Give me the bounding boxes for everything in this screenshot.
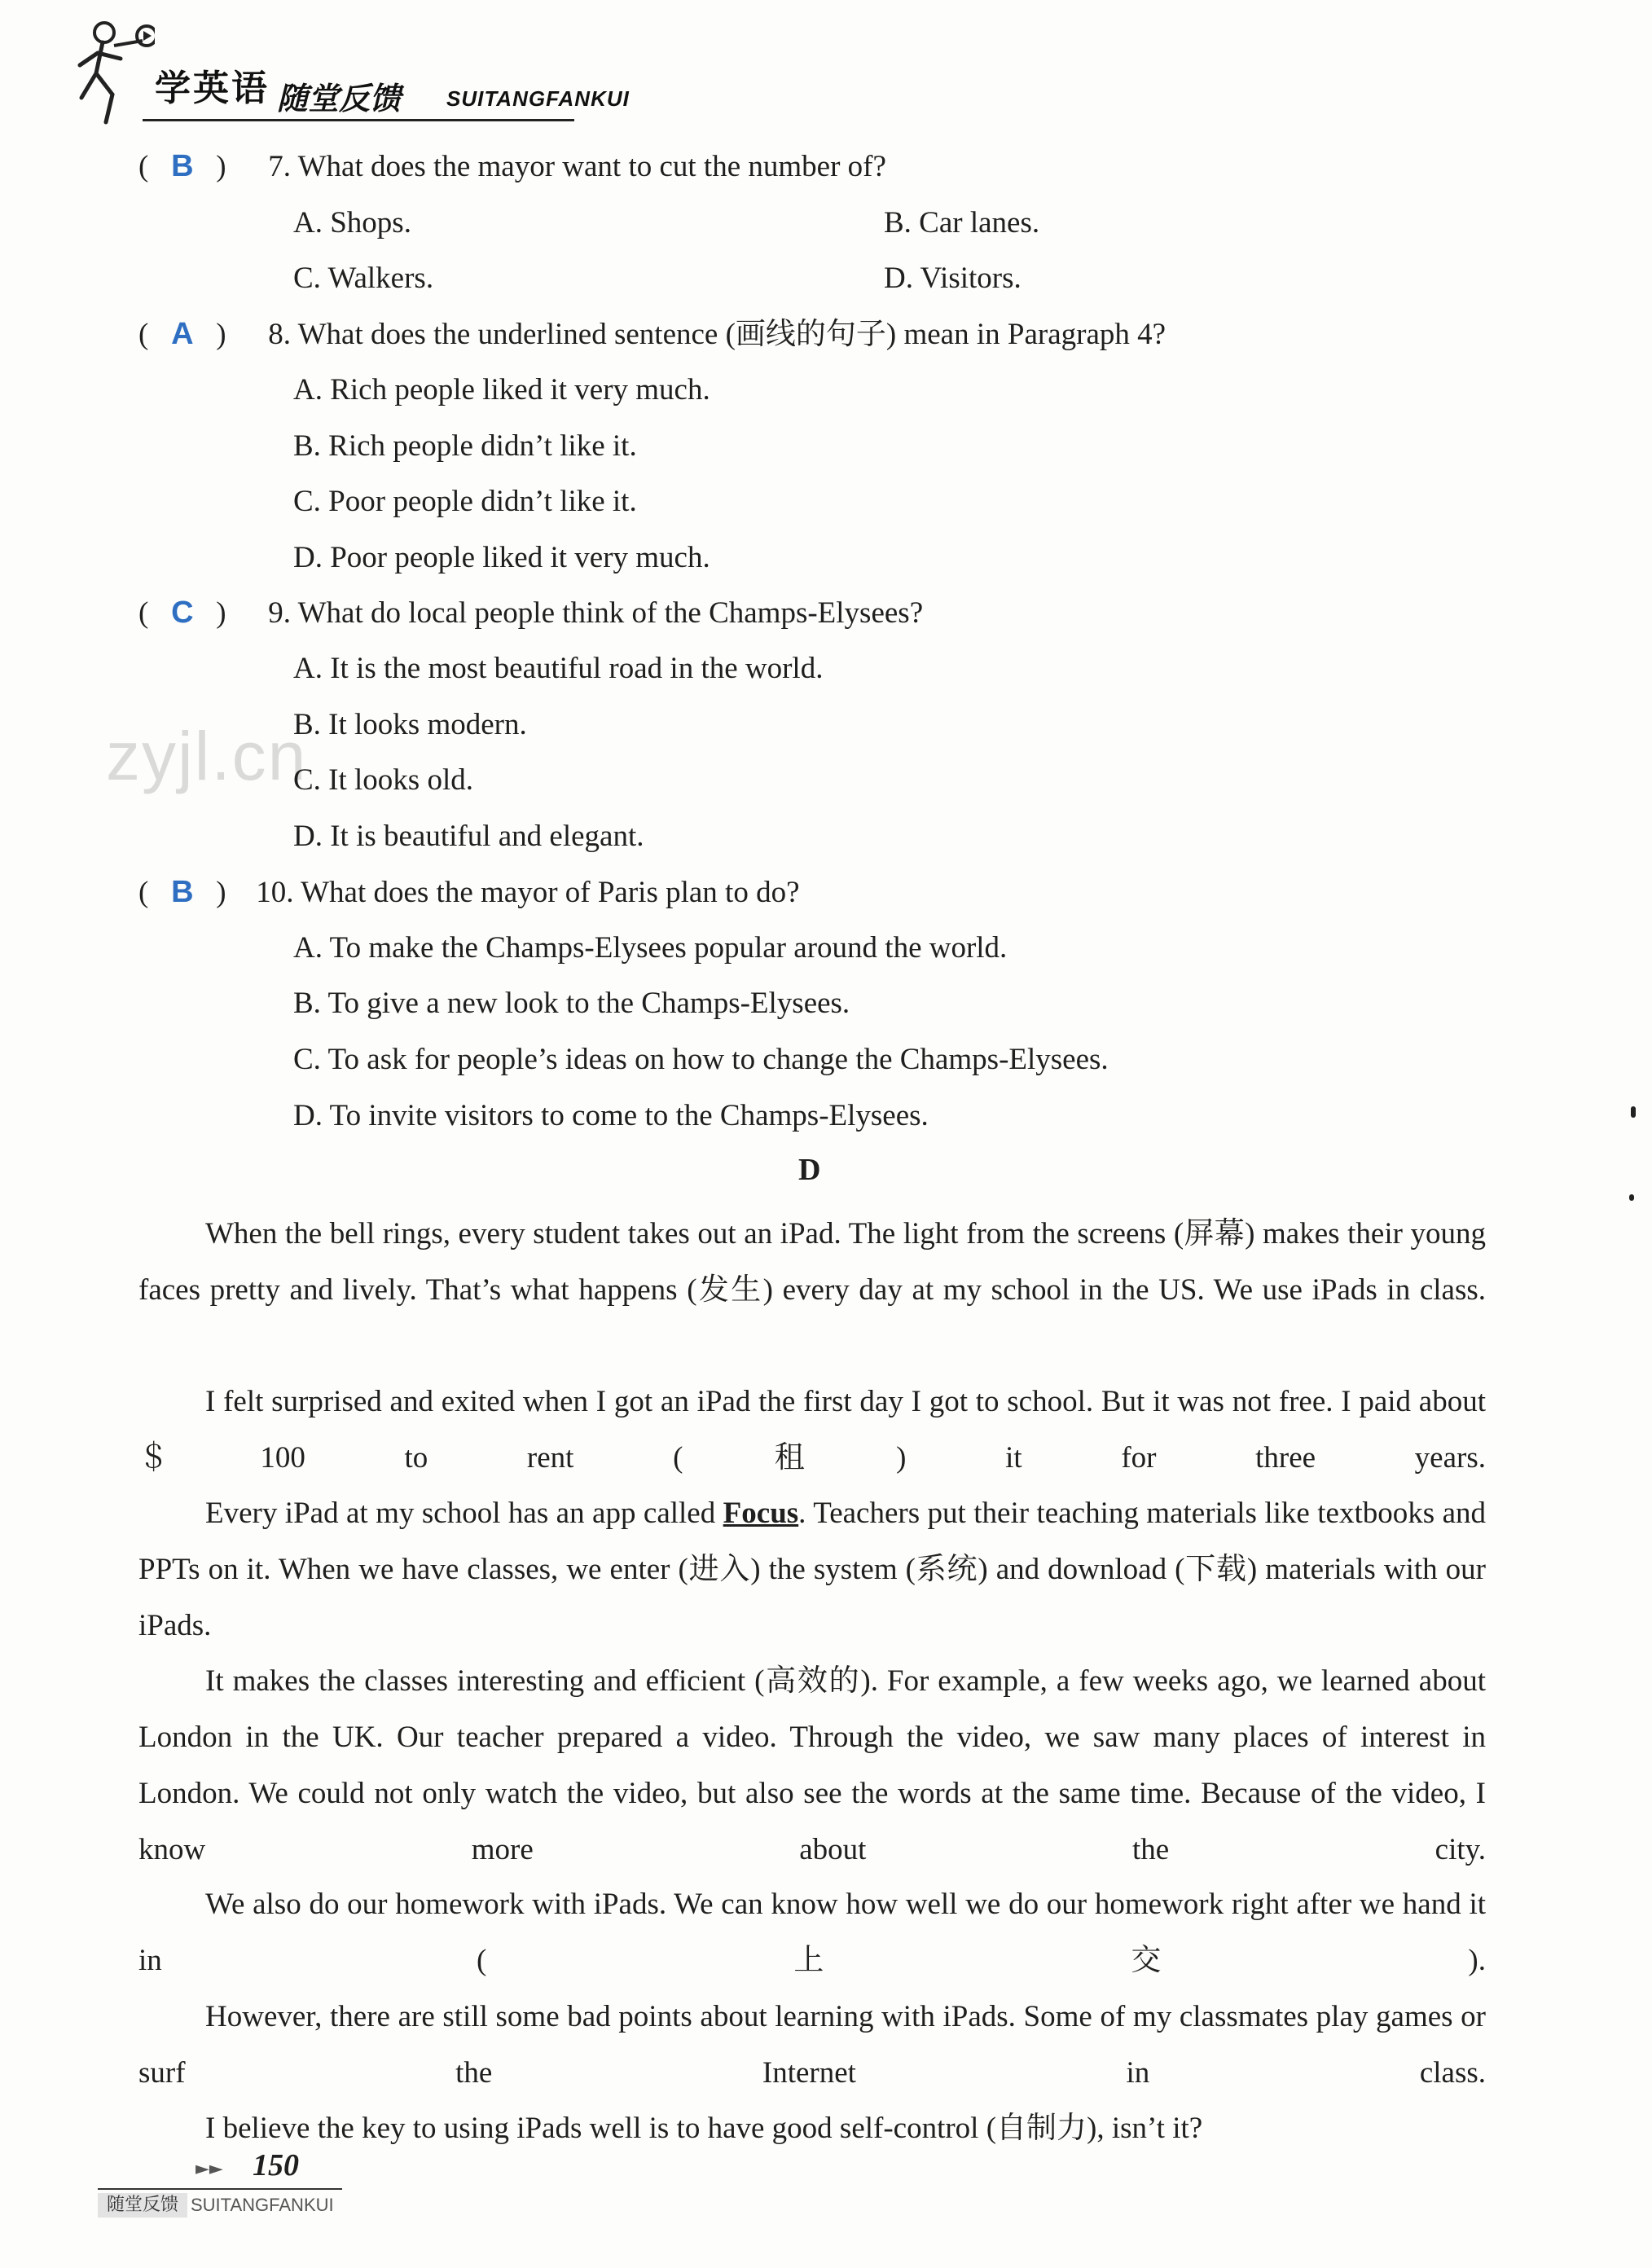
brand-title: 学英语 (155, 68, 270, 109)
option-c: C. Poor people didn’t like it. (293, 485, 637, 518)
option-b: B. Car lanes. (884, 206, 1040, 240)
option-c: C. Walkers. (293, 262, 434, 295)
option-a: A. Rich people liked it very much. (293, 373, 710, 407)
question-number: 9. (268, 596, 291, 630)
scan-mark (1629, 1194, 1634, 1201)
page-footer (98, 2147, 440, 2253)
option-d: D. To invite visitors to come to the Champs-Elysees. (293, 1099, 929, 1132)
question-8 (138, 314, 1166, 354)
passage-paragraph-7: I believe the key to using iPads well is to have good self-control (自制力), isn’t it? (205, 2112, 1203, 2145)
footer-label: 随堂反馈 (98, 2193, 187, 2217)
footer-divider (98, 2188, 342, 2190)
answer-letter: B (171, 875, 194, 909)
passage-paragraph-1: When the bell rings, every student takes out an iPad. The light from the screens (屏幕) makes their young faces pretty and lively. That’s what happens (发生) every day at my school in the US. We use iPads in class. (138, 1217, 1486, 1307)
answer-letter: C (171, 596, 194, 630)
answer-bracket: ( B ) (138, 149, 226, 183)
question-7 (138, 147, 886, 187)
passage-paragraph-3 (138, 1485, 1486, 1654)
watermark: zyjl.cn (106, 718, 308, 794)
passage-paragraph-5: We also do our homework with iPads. We can know how well we do our homework right after we hand it in (上交). (138, 1888, 1486, 1977)
option-b: B. To give a new look to the Champs-Elysees. (293, 987, 850, 1020)
question-text: What does the underlined sentence (画线的句子) mean in Paragraph 4? (297, 318, 1167, 351)
option-d: D. It is beautiful and elegant. (293, 820, 644, 853)
section-title: D (798, 1153, 821, 1187)
question-number: 7. (268, 150, 291, 183)
passage-paragraph-4: It makes the classes interesting and efficient (高效的). For example, a few weeks ago, we learned about London in the UK. Our teacher prepared a video. Through the video, we saw many places of interest in London. We could not only watch the video, but also see the words at the same time. Because of the video, I know more about the city. (138, 1664, 1486, 1866)
question-text: What does the mayor of Paris plan to do? (301, 876, 800, 909)
question-10 (138, 872, 800, 912)
scan-mark (1631, 1106, 1636, 1118)
question-text: What does the mayor want to cut the number of? (297, 150, 886, 183)
paragraph-text: Every iPad at my school has an app called (205, 1497, 723, 1530)
answer-letter: B (171, 149, 194, 183)
option-d: D. Poor people liked it very much. (293, 541, 710, 574)
page-number: 150 (253, 2148, 299, 2182)
option-c: C. To ask for people’s ideas on how to change the Champs-Elysees. (293, 1043, 1109, 1076)
arrow-icon: ►► (196, 2159, 223, 2179)
header-divider (143, 119, 574, 121)
option-b: B. It looks modern. (293, 708, 527, 741)
app-name-focus: Focus (723, 1497, 799, 1530)
option-a: A. To make the Champs-Elysees popular around the world. (293, 931, 1008, 965)
answer-letter: A (171, 317, 194, 351)
answer-bracket: ( C ) (138, 596, 226, 630)
brand-subtitle: 随堂反馈 (277, 81, 402, 116)
brand-subtitle-latin: SUITANGFANKUI (446, 86, 630, 111)
passage-paragraph-2: I felt surprised and exited when I got an iPad the first day I got to school. But it was not free. I paid about ＄100 to rent (租) it for three years. (138, 1385, 1486, 1475)
question-text: What do local people think of the Champs-Elysees? (297, 596, 924, 630)
answer-bracket: ( A ) (138, 317, 226, 351)
question-number: 8. (268, 318, 291, 351)
runner-logo-icon (65, 16, 155, 130)
answer-bracket: ( B ) (138, 875, 226, 909)
option-d: D. Visitors. (884, 262, 1022, 295)
question-9 (138, 593, 923, 633)
passage-paragraph-6: However, there are still some bad points about learning with iPads. Some of my classmates play games or surf the Internet in class. (138, 2000, 1486, 2090)
option-b: B. Rich people didn’t like it. (293, 429, 637, 463)
option-a: A. It is the most beautiful road in the world. (293, 652, 824, 685)
footer-label-latin: SUITANGFANKUI (191, 2195, 334, 2215)
option-c: C. It looks old. (293, 763, 473, 797)
option-a: A. Shops. (293, 206, 411, 240)
paragraph-text: . Teachers put their teaching materials like textbooks and PPTs on it. When we have classes, we enter (进入) the system (系统) and download (下载) materials with our iPads. (138, 1497, 1487, 1642)
page-header (65, 16, 652, 130)
question-number: 10. (256, 876, 294, 909)
